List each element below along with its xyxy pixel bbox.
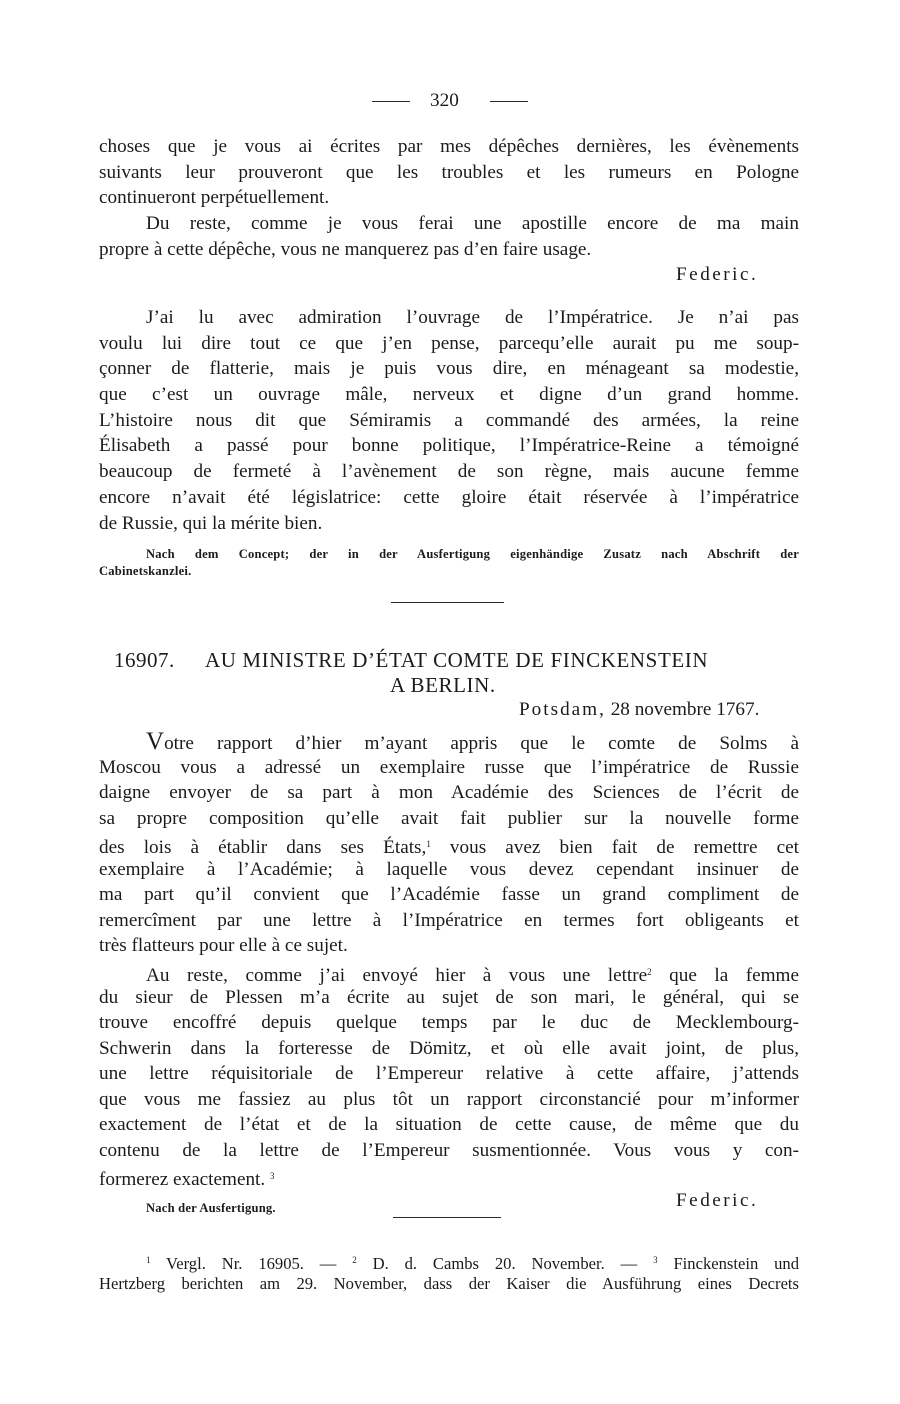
body-line: suivants leur prouveront que les troubles et les rumeurs en Pologne xyxy=(99,162,799,183)
body-line: des lois à établir dans ses États,$^1$ vous avez bien fait de remettre cet xyxy=(99,837,800,858)
signature: Federic. xyxy=(676,264,759,285)
body-line: ma part qu’il convient que l’Académie fasse un grand compliment de xyxy=(99,884,799,905)
postscript-line: encore n’avait été législatrice: cette gloire était réservée à l’impératrice xyxy=(99,487,799,508)
body-line: continueront perpétuellement. xyxy=(99,187,330,208)
body-line: que vous me fassiez au plus tôt un rapport circonstancié pour m’informer xyxy=(99,1089,799,1110)
postscript-line: beaucoup de fermeté à l’avènement de son règne, mais aucune femme xyxy=(99,461,799,482)
postscript-line: çonner de flatterie, mais je puis vous dire, en ménageant sa modestie, xyxy=(99,358,799,379)
source-note: Cabinetskanzlei. xyxy=(99,564,192,578)
postscript-line: de Russie, qui la mérite bien. xyxy=(99,513,323,534)
signature: Federic. xyxy=(676,1190,759,1211)
section-divider xyxy=(391,602,504,603)
letter-number: 16907. xyxy=(114,648,175,672)
header-rule-left xyxy=(372,101,410,102)
footnote-line: Hertzberg berichten am 29. November, dass der Kaiser die Ausführung eines Decrets xyxy=(99,1274,799,1293)
source-note: Nach dem Concept; der in der Ausfertigung eigenhändige Zusatz nach Abschrift der xyxy=(146,547,799,561)
body-line: Du reste, comme je vous ferai une apostille encore de ma main xyxy=(146,213,799,234)
footnote-divider xyxy=(393,1217,501,1218)
body-line: une lettre réquisitoriale de l’Empereur relative à cette affaire, j’attends xyxy=(99,1063,799,1084)
postscript-line: Élisabeth a passé pour bonne politique, l’Impératrice-Reine a témoigné xyxy=(99,435,799,456)
body-line: Schwerin dans la forteresse de Dömitz, et où elle avait joint, de plus, xyxy=(99,1038,799,1059)
letter-heading: AU MINISTRE D’ÉTAT COMTE DE FINCKENSTEIN xyxy=(205,648,709,672)
footnote-ref: 1 xyxy=(426,839,431,849)
body-line: contenu de la lettre de l’Empereur susmentionnée. Vous vous y con- xyxy=(99,1140,799,1161)
body-line: sa propre composition qu’elle avait fait publier sur la nouvelle forme xyxy=(99,808,799,829)
page-number: 320 xyxy=(430,90,459,111)
body-line: exactement de l’état et de la situation de cette cause, de même que du xyxy=(99,1114,799,1135)
postscript-line: que c’est un ouvrage mâle, nerveux et digne d’un grand homme. xyxy=(99,384,799,405)
body-line: trouve encoffré depuis quelque temps par le duc de Mecklembourg- xyxy=(99,1012,799,1033)
body-line: exemplaire à l’Académie; à laquelle vous devez cependant insinuer de xyxy=(99,859,799,880)
body-line: Moscou vous a adressé un exemplaire russe que l’impératrice de Russie xyxy=(99,757,799,778)
drop-cap: V xyxy=(146,728,165,755)
body-line: Votre rapport d’hier m’ayant appris que le comte de Solms à xyxy=(146,728,799,755)
footnote-line: $^1$ Vergl. Nr. 16905. — $^2$ D. d. Cambs 20. November. — $^3$ Finckenstein und xyxy=(146,1254,799,1273)
letter-date: 28 novembre 1767. xyxy=(610,699,760,720)
body-line: du sieur de Plessen m’a écrite au sujet de son mari, le général, qui se xyxy=(99,987,799,1008)
body-line: remercîment par une lettre à l’Impératrice en termes fort obligeants et xyxy=(99,910,799,931)
body-line: Au reste, comme j’ai envoyé hier à vous une lettre$^2$ que la femme xyxy=(146,965,799,986)
letter-place: Potsdam, xyxy=(519,699,606,720)
source-note: Nach der Ausfertigung. xyxy=(146,1201,276,1215)
postscript-line: voulu lui dire tout ce que j’en pense, parcequ’elle aurait pu me soup- xyxy=(99,333,799,354)
header-rule-right xyxy=(490,101,528,102)
footnote-ref: 2 xyxy=(647,967,652,977)
body-line: formerez exactement. $^3$ xyxy=(99,1169,275,1190)
postscript-line: L’histoire nous dit que Sémiramis a commandé des armées, la reine xyxy=(99,410,799,431)
body-line: propre à cette dépêche, vous ne manquerez pas d’en faire usage. xyxy=(99,239,592,260)
footnote-ref: 3 xyxy=(269,1171,275,1181)
letter-heading-city: A BERLIN. xyxy=(390,673,496,697)
postscript-line: J’ai lu avec admiration l’ouvrage de l’Impératrice. Je n’ai pas xyxy=(146,307,799,328)
body-line: choses que je vous ai écrites par mes dépêches dernières, les évènements xyxy=(99,136,799,157)
letter-dateline xyxy=(519,698,759,722)
body-line: très flatteurs pour elle à ce sujet. xyxy=(99,935,348,956)
body-line: daigne envoyer de sa part à mon Académie des Sciences de l’écrit de xyxy=(99,782,799,803)
